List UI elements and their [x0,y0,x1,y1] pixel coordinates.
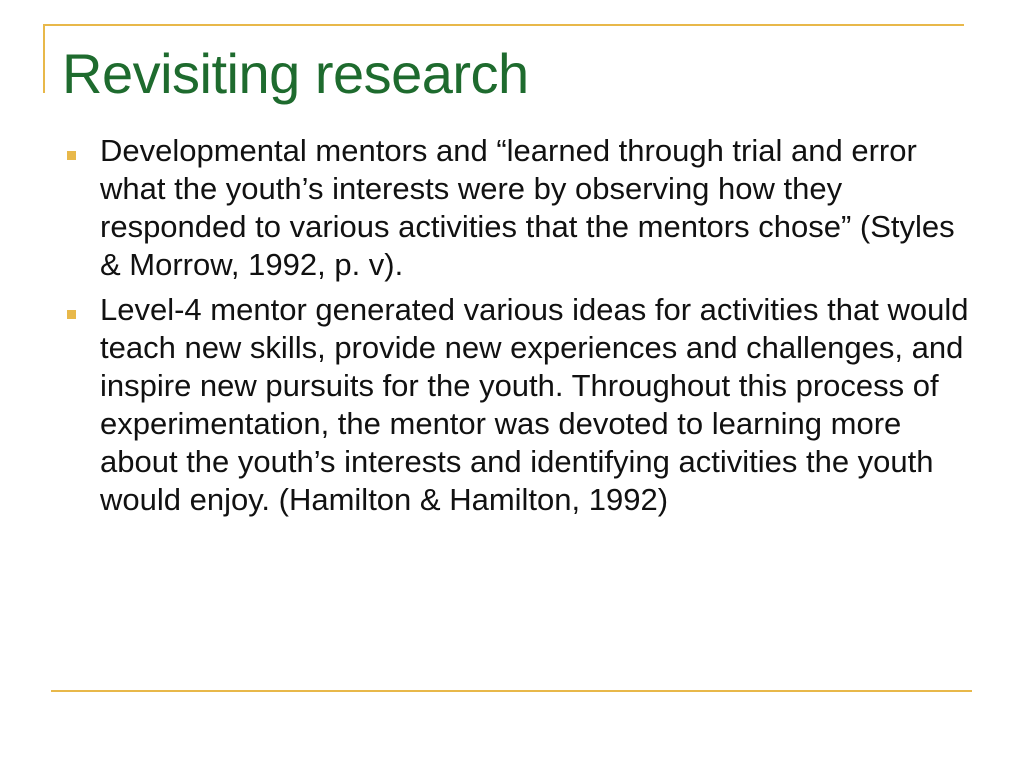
left-accent-rule [43,24,45,93]
bullet-text: Level-4 mentor generated various ideas for activities that would teach new skills, provide new experiences and challenges, and inspire new pursuits for the youth. Throughout this process of experimentation, the mentor was devoted to learning more about the youth’s interests and identifying activities the youth would enjoy. (Hamilton & Hamilton, 1992) [100,292,969,517]
bullet-item [62,291,972,519]
square-bullet-icon [67,151,76,160]
bottom-accent-rule [51,690,972,692]
slide-title: Revisiting research [62,42,529,105]
bullet-text: Developmental mentors and “learned through trial and error what the youth’s interests were by observing how they responded to various activities that the mentors chose” (Styles & Morrow, 1992, p. v). [100,133,955,282]
square-bullet-icon [67,310,76,319]
bullet-item [62,132,972,284]
bullet-list [62,132,972,526]
top-accent-rule [43,24,964,26]
